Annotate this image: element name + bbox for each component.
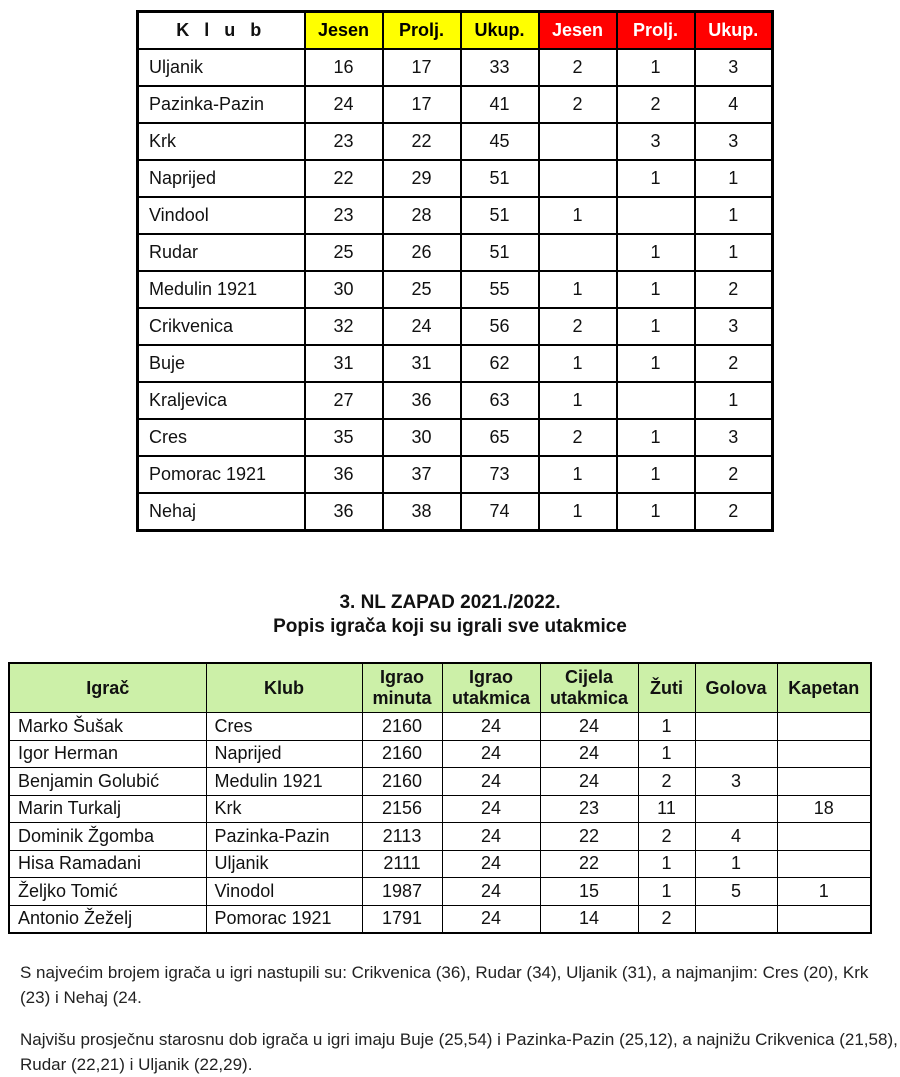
club-name-cell: Rudar — [138, 234, 305, 271]
cards-value-cell: 37 — [383, 456, 461, 493]
player-club-cell: Pomorac 1921 — [206, 905, 362, 933]
cards-value-cell: 16 — [305, 49, 383, 86]
cards-row — [138, 123, 773, 160]
cards-value-cell: 3 — [695, 419, 773, 456]
players-table-header — [9, 663, 871, 713]
player-row — [9, 905, 871, 933]
player-stat-cell: 24 — [442, 905, 540, 933]
cards-value-cell: 36 — [305, 456, 383, 493]
cards-row — [138, 49, 773, 86]
club-name-cell: Nehaj — [138, 493, 305, 531]
player-stat-cell: 1 — [638, 878, 695, 906]
cards-value-cell: 3 — [695, 123, 773, 160]
player-stat-cell: 2160 — [362, 768, 442, 796]
players-header-line: Žuti — [650, 677, 683, 698]
player-stat-cell: 24 — [442, 713, 540, 741]
player-stat-cell: 15 — [540, 878, 638, 906]
cards-row — [138, 456, 773, 493]
header-jesen-yellow: Jesen — [305, 12, 383, 50]
cards-value-cell: 36 — [305, 493, 383, 531]
club-name-cell: Krk — [138, 123, 305, 160]
player-club-cell: Vinodol — [206, 878, 362, 906]
cards-value-cell: 51 — [461, 160, 539, 197]
cards-value-cell: 24 — [383, 308, 461, 345]
player-stat-cell: 24 — [442, 768, 540, 796]
player-stat-cell: 24 — [540, 740, 638, 768]
player-stat-cell: 22 — [540, 850, 638, 878]
cards-value-cell: 36 — [383, 382, 461, 419]
player-row — [9, 878, 871, 906]
cards-value-cell: 17 — [383, 86, 461, 123]
player-name-cell: Željko Tomić — [9, 878, 206, 906]
cards-value-cell: 2 — [695, 271, 773, 308]
cards-row — [138, 86, 773, 123]
players-header-cell — [540, 663, 638, 713]
cards-row — [138, 419, 773, 456]
player-stat-cell: 2160 — [362, 713, 442, 741]
player-stat-cell: 18 — [777, 795, 871, 823]
player-stat-cell — [695, 740, 777, 768]
cards-row — [138, 271, 773, 308]
cards-value-cell: 74 — [461, 493, 539, 531]
cards-value-cell: 1 — [695, 234, 773, 271]
player-stat-cell: 2113 — [362, 823, 442, 851]
player-stat-cell: 1987 — [362, 878, 442, 906]
player-stat-cell — [777, 905, 871, 933]
player-stat-cell — [777, 823, 871, 851]
players-header-cell — [362, 663, 442, 713]
players-header-cell — [9, 663, 206, 713]
header-klub: K l u b — [138, 12, 305, 50]
header-ukup-red: Ukup. — [695, 12, 773, 50]
players-header-line: Golova — [705, 677, 767, 698]
players-header-line: Igrao — [379, 667, 424, 687]
players-header-cell — [777, 663, 871, 713]
cards-row — [138, 382, 773, 419]
cards-value-cell: 4 — [695, 86, 773, 123]
cards-value-cell: 65 — [461, 419, 539, 456]
cards-value-cell: 51 — [461, 197, 539, 234]
cards-value-cell: 2 — [695, 493, 773, 531]
player-club-cell: Cres — [206, 713, 362, 741]
cards-value-cell: 1 — [617, 49, 695, 86]
player-stat-cell: 5 — [695, 878, 777, 906]
cards-value-cell: 28 — [383, 197, 461, 234]
player-row — [9, 740, 871, 768]
cards-value-cell: 38 — [383, 493, 461, 531]
cards-value-cell: 63 — [461, 382, 539, 419]
club-name-cell: Kraljevica — [138, 382, 305, 419]
cards-value-cell: 3 — [695, 308, 773, 345]
cards-value-cell: 31 — [305, 345, 383, 382]
player-stat-cell: 24 — [442, 878, 540, 906]
cards-value-cell: 51 — [461, 234, 539, 271]
section-title: 3. NL ZAPAD 2021./2022. — [339, 592, 561, 613]
cards-value-cell: 1 — [617, 160, 695, 197]
player-name-cell: Dominik Žgomba — [9, 823, 206, 851]
cards-value-cell: 1 — [617, 271, 695, 308]
player-club-cell: Medulin 1921 — [206, 768, 362, 796]
cards-value-cell: 3 — [617, 123, 695, 160]
cards-value-cell — [617, 197, 695, 234]
player-stat-cell: 2156 — [362, 795, 442, 823]
cards-value-cell: 1 — [539, 382, 617, 419]
cards-value-cell: 1 — [617, 345, 695, 382]
players-header-line: Igrao — [468, 667, 513, 687]
players-header-line: utakmica — [451, 688, 531, 708]
player-stat-cell — [695, 905, 777, 933]
cards-value-cell: 22 — [383, 123, 461, 160]
players-header-cell — [695, 663, 777, 713]
cards-value-cell: 55 — [461, 271, 539, 308]
cards-value-cell: 41 — [461, 86, 539, 123]
cards-value-cell: 31 — [383, 345, 461, 382]
player-row — [9, 850, 871, 878]
player-stat-cell: 24 — [442, 823, 540, 851]
player-stat-cell: 2 — [638, 768, 695, 796]
cards-value-cell: 22 — [305, 160, 383, 197]
cards-value-cell — [539, 123, 617, 160]
cards-value-cell: 1 — [617, 493, 695, 531]
player-stat-cell — [777, 713, 871, 741]
cards-value-cell: 33 — [461, 49, 539, 86]
cards-value-cell: 2 — [695, 456, 773, 493]
player-stat-cell: 24 — [540, 713, 638, 741]
player-stat-cell: 2111 — [362, 850, 442, 878]
player-stat-cell: 2 — [638, 823, 695, 851]
cards-value-cell: 2 — [617, 86, 695, 123]
cards-table-header — [138, 12, 773, 50]
cards-value-cell — [539, 234, 617, 271]
player-club-cell: Naprijed — [206, 740, 362, 768]
club-name-cell: Crikvenica — [138, 308, 305, 345]
player-name-cell: Hisa Ramadani — [9, 850, 206, 878]
cards-value-cell: 23 — [305, 123, 383, 160]
cards-value-cell: 25 — [383, 271, 461, 308]
cards-value-cell: 35 — [305, 419, 383, 456]
player-stat-cell — [695, 795, 777, 823]
cards-value-cell: 25 — [305, 234, 383, 271]
player-club-cell: Pazinka-Pazin — [206, 823, 362, 851]
player-club-cell: Krk — [206, 795, 362, 823]
player-stat-cell: 11 — [638, 795, 695, 823]
cards-value-cell: 2 — [695, 345, 773, 382]
cards-value-cell: 2 — [539, 86, 617, 123]
players-header-cell — [206, 663, 362, 713]
player-stat-cell: 23 — [540, 795, 638, 823]
header-prolj-red: Prolj. — [617, 12, 695, 50]
player-stat-cell: 1 — [695, 850, 777, 878]
players-header-line: minuta — [372, 688, 432, 708]
player-name-cell: Marko Šušak — [9, 713, 206, 741]
section-subtitle: Popis igrača koji su igrali sve utakmice — [273, 616, 627, 637]
cards-row — [138, 308, 773, 345]
cards-value-cell: 3 — [695, 49, 773, 86]
header-ukup-yellow: Ukup. — [461, 12, 539, 50]
player-club-cell: Uljanik — [206, 850, 362, 878]
player-row — [9, 713, 871, 741]
cards-value-cell: 1 — [695, 160, 773, 197]
cards-value-cell: 17 — [383, 49, 461, 86]
cards-value-cell: 29 — [383, 160, 461, 197]
players-header-cell — [442, 663, 540, 713]
header-prolj-yellow: Prolj. — [383, 12, 461, 50]
cards-value-cell: 1 — [617, 308, 695, 345]
players-table — [8, 662, 872, 934]
club-name-cell: Cres — [138, 419, 305, 456]
players-header-cell — [638, 663, 695, 713]
cards-table — [136, 10, 774, 532]
club-name-cell: Naprijed — [138, 160, 305, 197]
player-stat-cell: 24 — [442, 850, 540, 878]
player-stat-cell: 1 — [638, 740, 695, 768]
player-name-cell: Marin Turkalj — [9, 795, 206, 823]
cards-value-cell: 1 — [617, 419, 695, 456]
player-stat-cell: 14 — [540, 905, 638, 933]
player-name-cell: Antonio Žeželj — [9, 905, 206, 933]
club-name-cell: Pazinka-Pazin — [138, 86, 305, 123]
player-stat-cell: 22 — [540, 823, 638, 851]
cards-value-cell: 1 — [539, 345, 617, 382]
players-header-line: utakmica — [549, 688, 629, 708]
cards-value-cell: 24 — [305, 86, 383, 123]
players-header-line: Klub — [264, 677, 304, 698]
cards-value-cell: 56 — [461, 308, 539, 345]
player-name-cell: Benjamin Golubić — [9, 768, 206, 796]
cards-value-cell: 1 — [695, 382, 773, 419]
cards-value-cell: 30 — [383, 419, 461, 456]
cards-value-cell: 1 — [539, 197, 617, 234]
player-stat-cell — [777, 768, 871, 796]
cards-value-cell: 2 — [539, 308, 617, 345]
player-stat-cell: 24 — [442, 795, 540, 823]
cards-value-cell: 2 — [539, 49, 617, 86]
cards-value-cell: 62 — [461, 345, 539, 382]
player-row — [9, 795, 871, 823]
club-name-cell: Medulin 1921 — [138, 271, 305, 308]
cards-row — [138, 234, 773, 271]
cards-value-cell: 32 — [305, 308, 383, 345]
cards-value-cell: 45 — [461, 123, 539, 160]
cards-value-cell: 2 — [539, 419, 617, 456]
player-stat-cell: 1 — [777, 878, 871, 906]
header-jesen-red: Jesen — [539, 12, 617, 50]
players-header-line: Kapetan — [788, 677, 860, 698]
cards-value-cell: 1 — [617, 234, 695, 271]
cards-value-cell: 30 — [305, 271, 383, 308]
club-name-cell: Vindool — [138, 197, 305, 234]
player-stat-cell: 4 — [695, 823, 777, 851]
player-row — [9, 768, 871, 796]
club-name-cell: Uljanik — [138, 49, 305, 86]
paragraph-average-age: Najvišu prosječnu starosnu dob igrača u igri imaju Buje (25,54) i Pazinka-Pazin (25,12), a najnižu Crikvenica (21,58), Rudar (22,21) i Uljanik (22,29). — [20, 1030, 898, 1074]
player-stat-cell: 24 — [540, 768, 638, 796]
cards-value-cell: 1 — [539, 456, 617, 493]
player-row — [9, 823, 871, 851]
club-name-cell: Buje — [138, 345, 305, 382]
player-stat-cell: 2160 — [362, 740, 442, 768]
players-header-line: Igrač — [86, 677, 130, 698]
cards-row — [138, 197, 773, 234]
player-stat-cell: 1 — [638, 850, 695, 878]
cards-value-cell — [539, 160, 617, 197]
cards-value-cell: 26 — [383, 234, 461, 271]
player-stat-cell: 1791 — [362, 905, 442, 933]
player-stat-cell: 24 — [442, 740, 540, 768]
player-stat-cell — [695, 713, 777, 741]
cards-row — [138, 345, 773, 382]
cards-value-cell — [617, 382, 695, 419]
players-table-body — [9, 713, 871, 934]
player-stat-cell: 3 — [695, 768, 777, 796]
player-stat-cell: 1 — [638, 713, 695, 741]
cards-value-cell: 1 — [617, 456, 695, 493]
cards-table-body — [138, 49, 773, 531]
cards-row — [138, 493, 773, 531]
club-name-cell: Pomorac 1921 — [138, 456, 305, 493]
cards-value-cell: 1 — [695, 197, 773, 234]
cards-value-cell: 73 — [461, 456, 539, 493]
cards-value-cell: 1 — [539, 271, 617, 308]
player-stat-cell — [777, 740, 871, 768]
cards-row — [138, 160, 773, 197]
player-stat-cell: 2 — [638, 905, 695, 933]
paragraph-most-players: S najvećim brojem igrača u igri nastupili su: Crikvenica (36), Rudar (34), Uljanik (31), a najmanjim: Cres (20), Krk (23) i Nehaj (24. — [20, 963, 869, 1007]
players-header-line: Cijela — [564, 667, 614, 687]
player-stat-cell — [777, 850, 871, 878]
cards-value-cell: 27 — [305, 382, 383, 419]
cards-value-cell: 23 — [305, 197, 383, 234]
cards-value-cell: 1 — [539, 493, 617, 531]
player-name-cell: Igor Herman — [9, 740, 206, 768]
